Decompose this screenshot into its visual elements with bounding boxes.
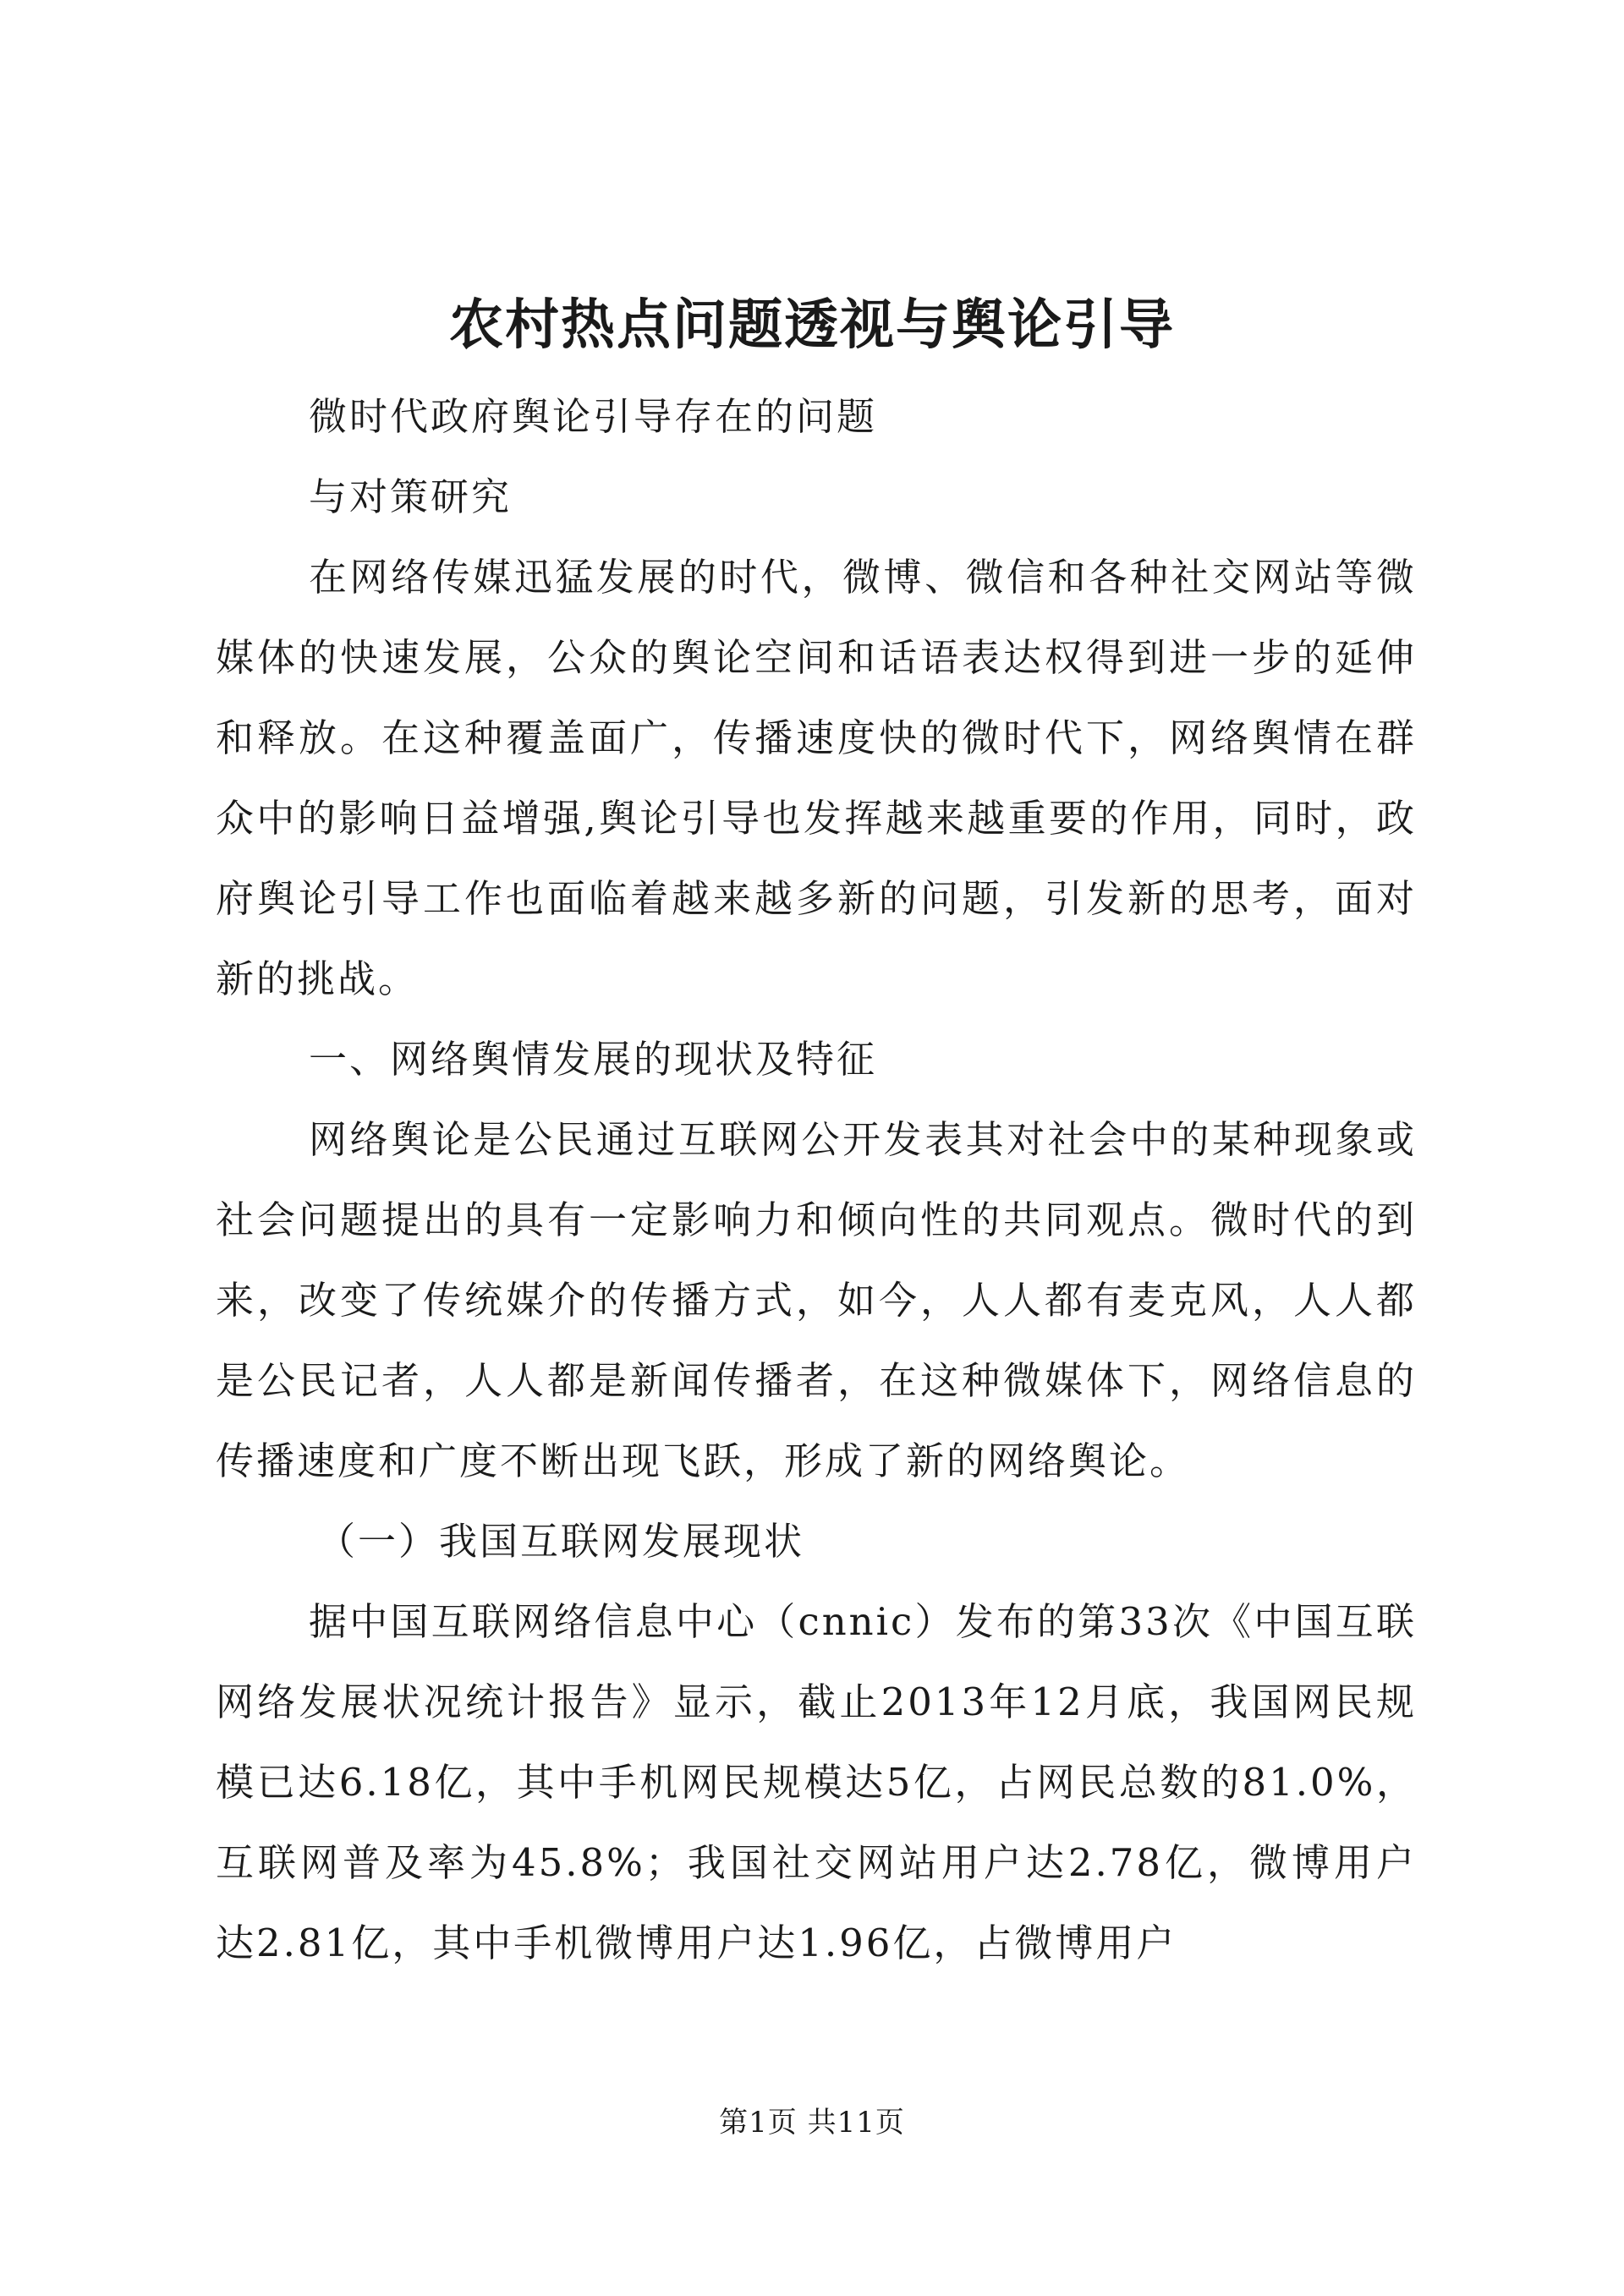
statistics-paragraph: 据中国互联网络信息中心（cnnic）发布的第33次《中国互联网络发展状况统计报告》显示，截止2013年12月底，我国网民规模已达6.18亿，其中手机网民规模达5亿，占网民总数的81.0%，互联网普及率为45.8%；我国社交网站用户达2.78亿，微博用户达2.81亿，其中手机微博用户达1.96亿，占微博用户 xyxy=(216,1599,1417,1965)
document-title: 农村热点问题透视与舆论引导 xyxy=(449,293,1175,357)
section-paragraph-1: 网络舆论是公民通过互联网公开发表其对社会中的某种现象或社会问题提出的具有一定影响力和倾向性的共同观点。微时代的到来，改变了传统媒介的传播方式，如今，人人都有麦克风，人人都是公民记者，人人都是新闻传播者，在这种微媒体下，网络信息的传播速度和广度不断出现飞跃，形成了新的网络舆论。 xyxy=(216,1117,1417,1483)
page-number: 第1页 共11页 xyxy=(719,2106,905,2140)
document-body xyxy=(216,376,1417,1983)
subtitle-line-2: 与对策研究 xyxy=(309,474,513,519)
subtitle-line-1: 微时代政府舆论引导存在的问题 xyxy=(309,394,878,439)
subsection-heading-1: （一）我国互联网发展现状 xyxy=(317,1519,805,1564)
section-heading-1: 一、网络舆情发展的现状及特征 xyxy=(309,1037,878,1082)
intro-paragraph: 在网络传媒迅猛发展的时代，微博、微信和各种社交网站等微媒体的快速发展，公众的舆论空间和话语表达权得到进一步的延伸和释放。在这种覆盖面广，传播速度快的微时代下，网络舆情在群众中的影响日益增强,舆论引导也发挥越来越重要的作用，同时，政府舆论引导工作也面临着越来越多新的问题，引发新的思考，面对新的挑战。 xyxy=(216,555,1417,1001)
